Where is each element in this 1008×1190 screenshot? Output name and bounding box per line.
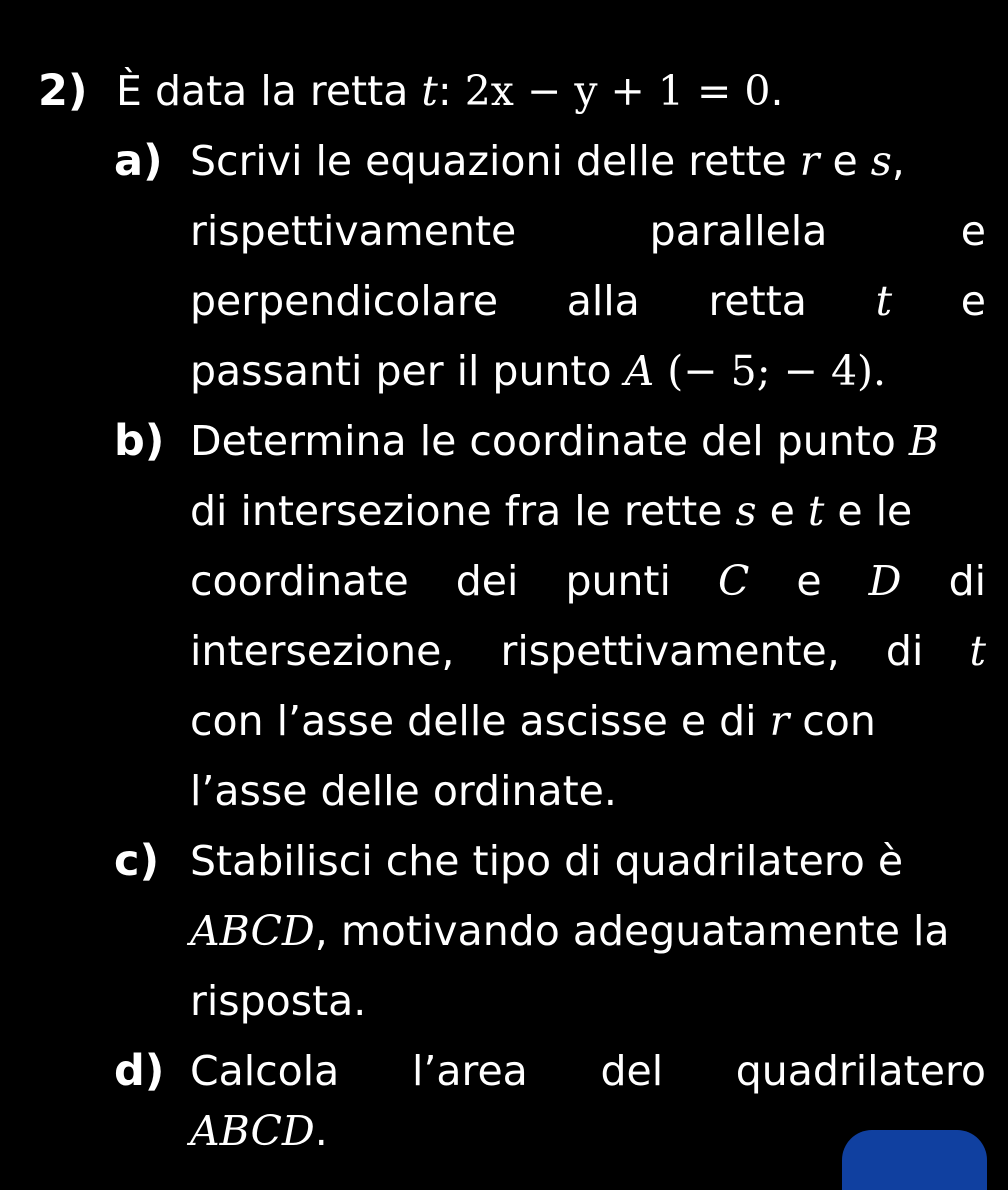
- word: quadrilatero: [735, 1047, 986, 1095]
- word: dei: [455, 557, 519, 605]
- part-a-line-3: [190, 276, 986, 326]
- part-c-text: , motivando adeguatamente la: [314, 907, 950, 955]
- part-d-line-1: [190, 1046, 986, 1096]
- line-r: r: [799, 137, 820, 185]
- word: coordinate: [190, 557, 409, 605]
- quad-abcd: ABCD: [190, 1107, 315, 1155]
- part-c-text: Stabilisci che tipo di quadrilatero è: [190, 837, 904, 885]
- line-t: t: [969, 627, 986, 675]
- line-t: t: [807, 487, 825, 535]
- word: parallela: [649, 207, 828, 255]
- part-c-label: c): [114, 836, 160, 886]
- part-c-line-3: [190, 976, 366, 1026]
- word: rispettivamente,: [500, 627, 840, 675]
- comma: ,: [891, 137, 905, 185]
- word: di: [948, 557, 986, 605]
- quad-abcd: ABCD: [190, 907, 315, 955]
- bottom-tab-button[interactable]: [842, 1130, 987, 1190]
- word: Calcola: [190, 1047, 340, 1095]
- line-t: t: [875, 277, 893, 325]
- part-c-line-1: [190, 836, 903, 886]
- word: alla: [566, 277, 640, 325]
- part-a-line-4: [190, 346, 886, 396]
- part-a-line-1: [190, 136, 905, 186]
- part-b-text: con: [789, 697, 876, 745]
- part-b-label: b): [114, 416, 165, 466]
- line-s: s: [870, 137, 892, 185]
- part-b-text: di intersezione fra le rette: [190, 487, 736, 535]
- part-b-text: l’asse delle ordinate.: [190, 767, 617, 815]
- word: rispettivamente: [190, 207, 517, 255]
- part-b-line-2: [190, 486, 912, 536]
- line-name-t: t: [421, 67, 438, 115]
- problem-intro: [116, 66, 784, 116]
- period: .: [314, 1107, 328, 1155]
- part-a-label: a): [114, 136, 163, 186]
- word: e: [960, 277, 986, 325]
- part-a-text: passanti per il punto: [190, 347, 625, 395]
- part-c-text: risposta.: [190, 977, 367, 1025]
- intro-text: È data la retta: [116, 67, 422, 115]
- part-b-text: e le: [824, 487, 913, 535]
- word: perpendicolare: [190, 277, 499, 325]
- part-a-line-2: [190, 206, 986, 256]
- intro-period: .: [770, 67, 784, 115]
- part-b-text: con l’asse delle ascisse e di: [190, 697, 770, 745]
- word: e: [960, 207, 986, 255]
- part-c-line-2: [190, 906, 950, 956]
- part-b-line-3: [190, 556, 986, 606]
- line-r: r: [769, 697, 790, 745]
- word: intersezione,: [190, 627, 455, 675]
- conj-e: e: [756, 487, 808, 535]
- intro-colon: :: [437, 67, 465, 115]
- part-b-line-6: [190, 766, 617, 816]
- line-equation: 2x − y + 1 = 0: [464, 67, 771, 115]
- point-a-coords: (− 5; − 4).: [654, 347, 887, 395]
- part-d-line-2: [190, 1106, 328, 1156]
- word: l’area: [411, 1047, 528, 1095]
- word: punti: [565, 557, 671, 605]
- part-a-text: Scrivi le equazioni delle rette: [190, 137, 800, 185]
- word: retta: [708, 277, 807, 325]
- part-b-line-4: [190, 626, 986, 676]
- point-b: B: [908, 417, 940, 465]
- point-a: A: [624, 347, 655, 395]
- part-b-line-1: [190, 416, 939, 466]
- conj-e: e: [819, 137, 871, 185]
- part-b-text: Determina le coordinate del punto: [190, 417, 909, 465]
- part-b-line-5: [190, 696, 876, 746]
- problem-number: 2): [38, 66, 88, 116]
- word: del: [600, 1047, 664, 1095]
- point-d: D: [868, 557, 902, 605]
- word: e: [796, 557, 822, 605]
- part-d-label: d): [114, 1046, 165, 1096]
- word: di: [885, 627, 924, 675]
- line-s: s: [735, 487, 757, 535]
- point-c: C: [717, 557, 750, 605]
